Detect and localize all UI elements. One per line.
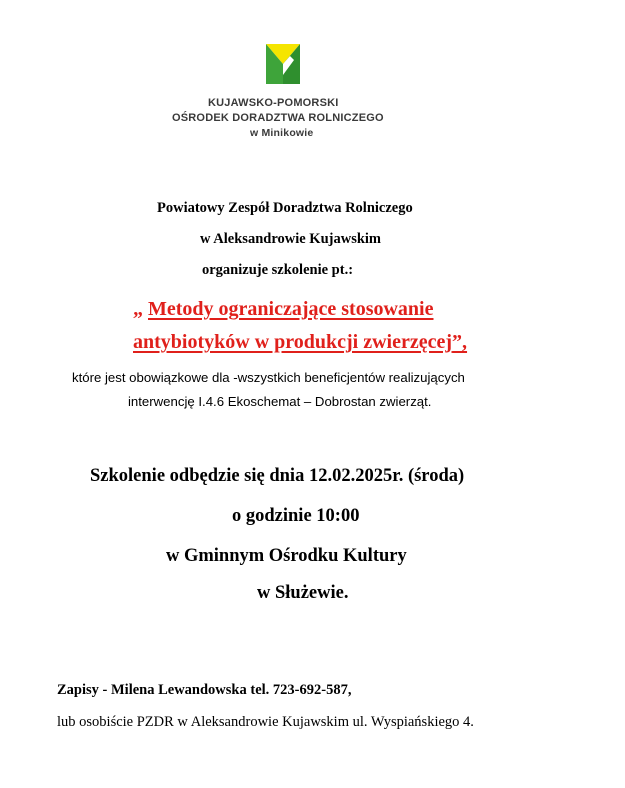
title-open-quote: „ xyxy=(133,298,148,320)
description-line-2: interwencję I.4.6 Ekoschemat – Dobrostan zwierząt. xyxy=(128,394,432,409)
title-text-2: antybiotyków w produkcji zwierzęcej xyxy=(133,331,453,353)
training-venue: w Gminnym Ośrodku Kultury xyxy=(166,546,407,566)
intro-location: w Aleksandrowie Kujawskim xyxy=(200,231,382,247)
description-line-1: które jest obowiązkowe dla -wszystkich beneficjentów realizujących xyxy=(72,370,465,385)
training-date: Szkolenie odbędzie się dnia 12.02.2025r. (środa) xyxy=(90,466,465,486)
org-name-line-2: OŚRODEK DORADZTWA ROLNICZEGO xyxy=(172,112,384,124)
training-town: w Służewie. xyxy=(257,583,349,603)
title-close-quote: ”, xyxy=(452,331,468,353)
training-title-line-2 xyxy=(133,332,467,352)
intro-organizes: organizuje szkolenie pt.: xyxy=(202,262,354,278)
intro-organizer: Powiatowy Zespół Doradztwa Rolniczego xyxy=(157,200,413,216)
kodr-logo-icon xyxy=(266,44,300,84)
title-text-1: Metody ograniczające stosowanie xyxy=(148,298,434,320)
signup-contact: Zapisy - Milena Lewandowska tel. 723-692-587, xyxy=(57,682,352,698)
office-contact: lub osobiście PZDR w Aleksandrowie Kujawskim ul. Wyspiańskiego 4. xyxy=(57,714,474,730)
training-time: o godzinie 10:00 xyxy=(232,506,360,526)
training-title-line-1 xyxy=(133,299,434,319)
org-name-line-3: w Minikowie xyxy=(250,127,314,139)
org-name-line-1: KUJAWSKO-POMORSKI xyxy=(208,97,339,109)
